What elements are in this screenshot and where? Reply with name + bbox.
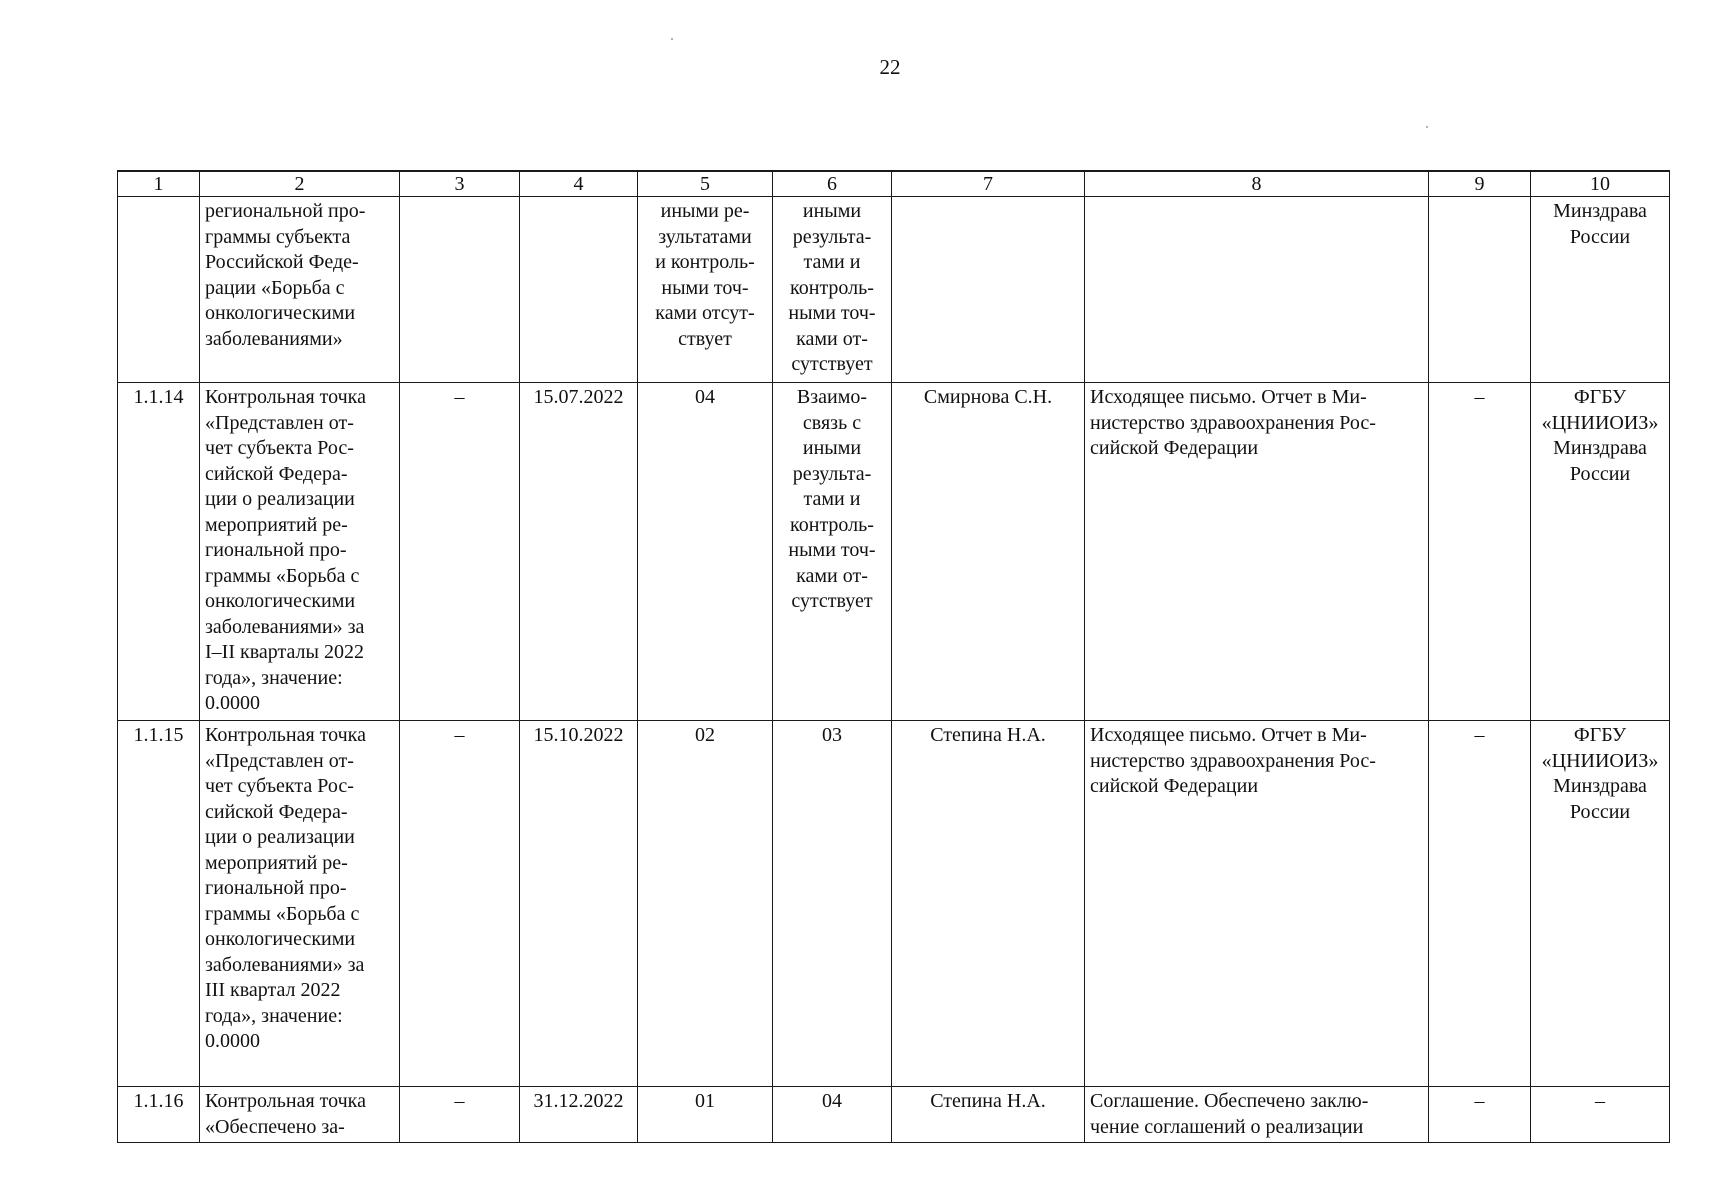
row-number-cell (118, 197, 200, 383)
description-cell: Контрольная точка «Обеспечено за- (200, 1087, 400, 1143)
info-system-cell: – (1429, 383, 1531, 721)
column-header: 9 (1429, 171, 1531, 197)
end-date-cell: 31.12.2022 (520, 1087, 638, 1143)
description-cell: Контрольная точка «Представлен от- чет субъекта Рос- сийской Федера- ции о реализации мероприятий ре- гиональной про- граммы «Борьба с онкологическими заболеваниями» за I–II кварталы 2022 года», значение: 0.0000 (200, 383, 400, 721)
row-number-cell: 1.1.15 (118, 721, 200, 1087)
successor-cell: 04 (773, 1087, 892, 1143)
predecessor-cell: 04 (638, 383, 773, 721)
column-header: 4 (520, 171, 638, 197)
table-row (118, 721, 1670, 1087)
document-table (117, 170, 1670, 1143)
end-date-cell: 15.07.2022 (520, 383, 638, 721)
responsible-cell: Степина Н.А. (892, 1087, 1085, 1143)
description-cell: Контрольная точка «Представлен от- чет субъекта Рос- сийской Федера- ции о реализации мероприятий ре- гиональной про- граммы «Борьба с онкологическими заболеваниями» за III квартал 2022 года», значение: 0.0000 (200, 721, 400, 1087)
column-header: 10 (1531, 171, 1670, 197)
row-number-cell: 1.1.14 (118, 383, 200, 721)
start-date-cell: – (400, 721, 520, 1087)
predecessor-cell: 02 (638, 721, 773, 1087)
start-date-cell (400, 197, 520, 383)
column-header: 5 (638, 171, 773, 197)
column-header: 6 (773, 171, 892, 197)
end-date-cell: 15.10.2022 (520, 721, 638, 1087)
acceptor-cell: Минздрава России (1531, 197, 1670, 383)
document-type-cell: Соглашение. Обеспечено заклю- чение соглашений о реализации (1085, 1087, 1429, 1143)
document-type-cell: Исходящее письмо. Отчет в Ми- нистерство здравоохранения Рос- сийской Федерации (1085, 721, 1429, 1087)
successor-cell: иными результа- тами и контроль- ными точ- ками от- сутствует (773, 197, 892, 383)
column-number-row (118, 171, 1670, 197)
column-header: 3 (400, 171, 520, 197)
predecessor-cell: иными ре- зультатами и контроль- ными точ- ками отсут- ствует (638, 197, 773, 383)
start-date-cell: – (400, 1087, 520, 1143)
predecessor-cell: 01 (638, 1087, 773, 1143)
info-system-cell (1429, 197, 1531, 383)
end-date-cell (520, 197, 638, 383)
start-date-cell: – (400, 383, 520, 721)
responsible-cell: Степина Н.А. (892, 721, 1085, 1087)
column-header: 2 (200, 171, 400, 197)
column-header: 8 (1085, 171, 1429, 197)
acceptor-cell: – (1531, 1087, 1670, 1143)
table-row (118, 383, 1670, 721)
successor-cell: 03 (773, 721, 892, 1087)
row-number-cell: 1.1.16 (118, 1087, 200, 1143)
scan-speck (1426, 126, 1428, 128)
acceptor-cell: ФГБУ «ЦНИИОИЗ» Минздрава России (1531, 721, 1670, 1087)
table-row (118, 1087, 1670, 1143)
page-number: 22 (879, 55, 901, 79)
info-system-cell: – (1429, 721, 1531, 1087)
column-header: 7 (892, 171, 1085, 197)
scan-speck (671, 38, 673, 40)
document-type-cell (1085, 197, 1429, 383)
responsible-cell (892, 197, 1085, 383)
description-cell: региональной про- граммы субъекта Российской Феде- рации «Борьба с онкологическими заболеваниями» (200, 197, 400, 383)
column-header: 1 (118, 171, 200, 197)
document-type-cell: Исходящее письмо. Отчет в Ми- нистерство здравоохранения Рос- сийской Федерации (1085, 383, 1429, 721)
table-row-continuation (118, 197, 1670, 383)
info-system-cell: – (1429, 1087, 1531, 1143)
responsible-cell: Смирнова С.Н. (892, 383, 1085, 721)
successor-cell: Взаимо- связь с иными результа- тами и контроль- ными точ- ками от- сутствует (773, 383, 892, 721)
acceptor-cell: ФГБУ «ЦНИИОИЗ» Минздрава России (1531, 383, 1670, 721)
